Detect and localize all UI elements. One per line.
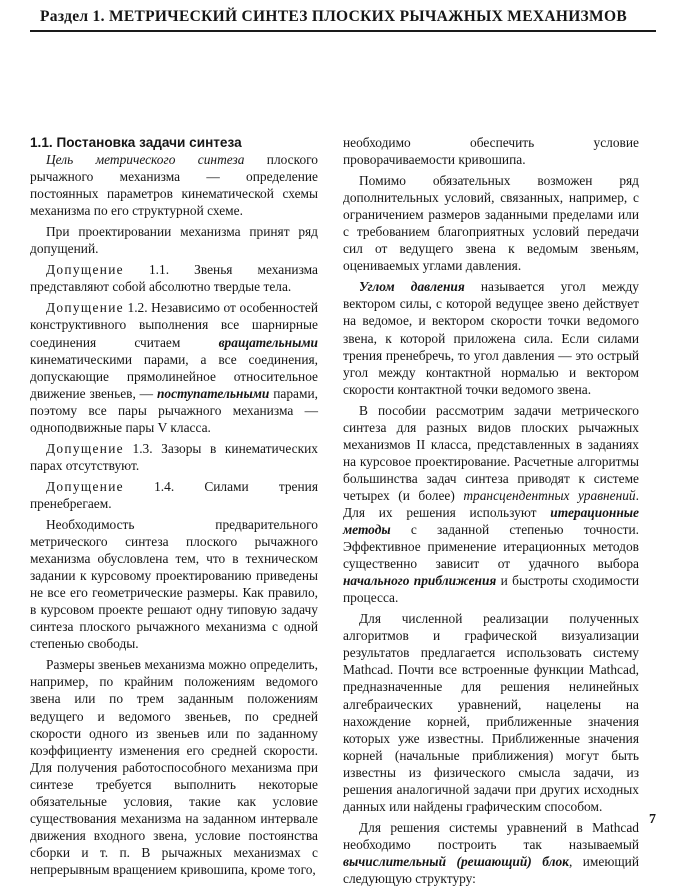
paragraph-solve-block <box>343 819 639 887</box>
paragraph-pressure-angle <box>343 278 639 397</box>
paragraph-dimensions: Размеры звеньев механизма можно определить, например, по крайним положениям ведомого звена или по трем заданным положениям ведущего и ведомого звеньев, по средней скорости одного из звеньев или по заданному коэффициенту изменения его средней скорости. Для получения работоспособного механизма при синтезе требуется выполнить некоторые обязательные условия, такие как условие существования механизма на заданном интервале движения входного звена, условие постоянства сборки и т. п. В рычажных механизмах с непрерывным вращением кривошипа, кроме того, <box>30 657 318 877</box>
term-transcendental: трансцендентных уравнений <box>463 487 636 503</box>
assumption-label: Допущение <box>46 478 124 494</box>
term-solve-block: вычислительный (решающий) блок <box>343 853 569 869</box>
assumption-label: Допущение <box>46 262 124 278</box>
term-rotational: вращательными <box>218 334 318 350</box>
paragraph-goal-text: плоского рычажного механизма — определение постоянных параметров кинематической схемы механизма по его структурной схеме. <box>30 152 319 219</box>
running-header <box>30 4 656 32</box>
paragraph-pressure-angle-text: называется угол между вектором силы, с которой ведущее звено действует на ведомое, и вектором скорости точки ведомого звена, к которой приложена сила. Если силами трения пренебречь, то угол давления — это острый угол между контактной нормалью и вектором скорости контактной точки ведомого звена. <box>343 279 639 397</box>
section-title: 1.1. Постановка задачи синтеза <box>30 135 242 150</box>
paragraph-synthesis-tasks <box>343 402 639 607</box>
assumption-text: 1.2. Независимо от особенностей конструктивного выполнения все шарнирные соединения считаем <box>30 300 318 350</box>
paragraph-text: с заданной степенью точности. Эффективное применение итерационных методов существенно зависит от удачного выбора <box>343 522 639 572</box>
paragraph-continuation: необходимо обеспечить условие проворачиваемости кривошипа. <box>343 135 639 168</box>
paragraph-necessity: Необходимость предварительного метрического синтеза плоского рычажного механизма обусловлена тем, что в техническом задании к курсовому проектированию приведены не все его геометрические размеры. Как правило, в курсовом проекте решают одну типовую задачу синтеза плоского рычажного механизма с одной степенью свободы. <box>30 516 318 652</box>
assumption-4 <box>30 478 318 512</box>
paragraph-text: Для решения системы уравнений в Mathcad необходимо построить так называемый <box>343 819 639 852</box>
paragraph-text: . Для их решения используют <box>343 487 639 520</box>
assumption-1 <box>30 261 318 295</box>
assumption-text: 1.1. Звенья механизма представляют собой абсолютно твердые тела. <box>30 262 318 295</box>
assumption-3 <box>30 440 318 474</box>
paragraph-assumptions-intro: При проектировании механизма принят ряд допущений. <box>30 224 318 257</box>
assumption-2 <box>30 299 318 435</box>
paragraph-goal <box>30 151 318 219</box>
assumption-text: 1.3. Зазоры в кинематических парах отсутствуют. <box>30 440 318 473</box>
paragraph-text: , имеющий следующую структуру: <box>343 853 639 886</box>
assumption-text: парами, поэтому все пары рычажного механизма — одноподвижные пары V класса. <box>30 385 318 435</box>
paragraph-additional-conditions: Помимо обязательных возможен ряд дополнительных условий, связанных, например, с ограничением размеров заданными пределами или с требованием благоприятных условий передачи сил от ведущего звена к ведомым звеньям, оцениваемых углами давления. <box>343 173 639 274</box>
assumption-text: кинематическими парами, а все соединения, допускающие прямолинейное относительное движение звеньев, — <box>30 351 318 401</box>
paragraph-text: и быстроты сходимости процесса. <box>343 573 640 606</box>
header-title: Раздел 1. МЕТРИЧЕСКИЙ СИНТЕЗ ПЛОСКИХ РЫЧАЖНЫХ МЕХАНИЗМОВ <box>40 8 627 25</box>
term-initial-approximation: начального приближения <box>343 573 497 589</box>
term-goal: Цель метрического синтеза <box>46 152 245 168</box>
term-translational: поступательными <box>156 385 270 401</box>
paragraph-mathcad: Для численной реализации полученных алгоритмов и графической визуализации результатов предлагается использовать систему Mathcad. Почти все встроенные функции Mathcad, предназначенные для решения нелинейных алгебраических уравнений, нацелены на нахождение корней, приближенные значения которых уже известны. Приближенные значения корней (начальные приближения) могут быть известны из физического смысла задачи, из решения аналогичной задачи при других исходных данных или найдены графическим способом. <box>343 611 639 814</box>
left-column <box>30 134 318 878</box>
right-column <box>343 134 639 887</box>
page-number: 7 <box>649 812 656 827</box>
term-iterative: итерационные методы <box>343 504 639 538</box>
assumption-label: Допущение <box>46 440 124 456</box>
paragraph-text: В пособии рассмотрим задачи метрического синтеза для разных видов плоских рычажных механизмов II класса, представленных в заданиях на курсовое проектирование. Расчетные алгоритмы большинства задач синтеза приводят к системе четырех (и более) <box>343 402 639 503</box>
assumption-label: Допущение <box>46 300 124 316</box>
term-pressure-angle: Углом давления <box>359 279 465 295</box>
assumption-text: 1.4. Силами трения пренебрегаем. <box>30 478 318 511</box>
